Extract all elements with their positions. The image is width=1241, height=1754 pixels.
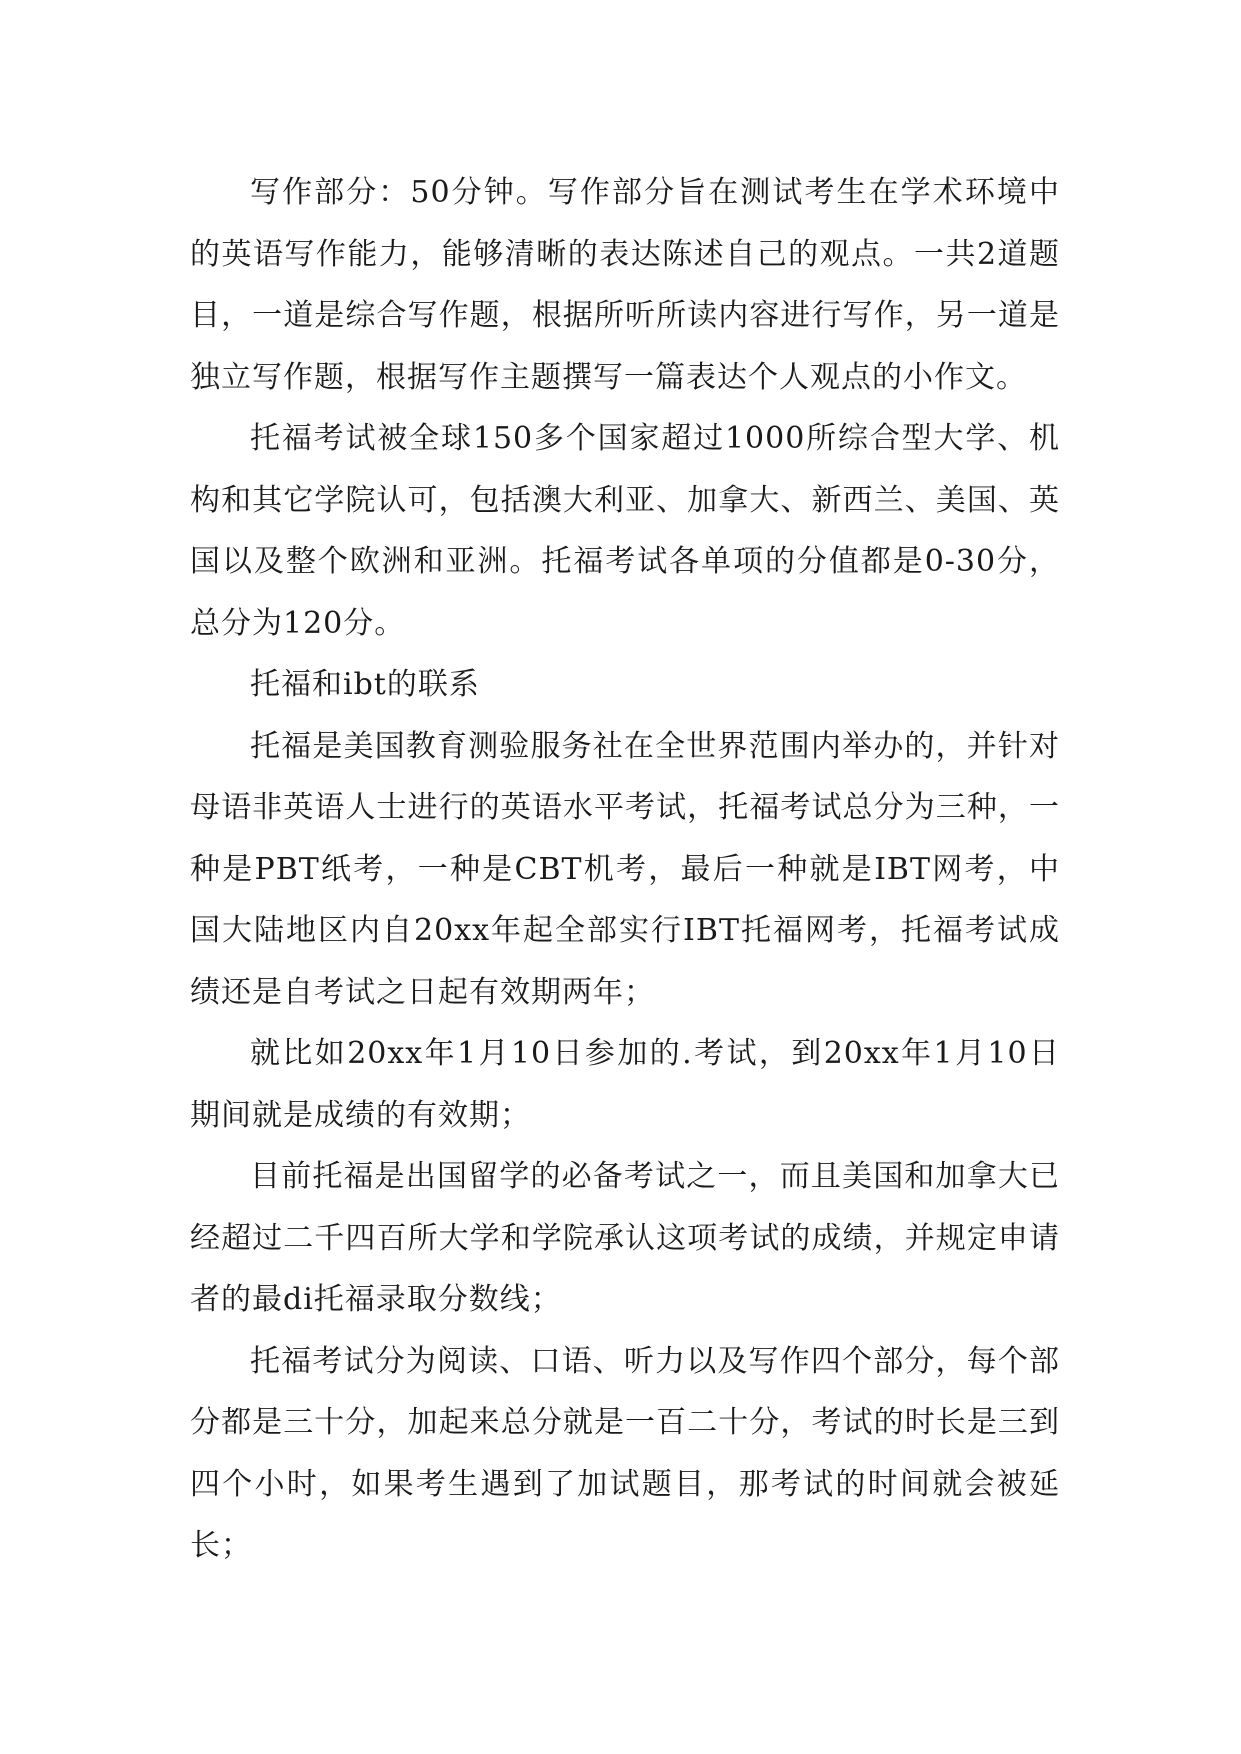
paragraph-recognition: 托福考试被全球150多个国家超过1000所综合型大学、机构和其它学院认可，包括澳大利亚、加拿大、新西兰、美国、英国以及整个欧洲和亚洲。托福考试各单项的分值都是0-30分，总分为120分。 <box>190 421 1060 641</box>
paragraph-toefl-types: 托福是美国教育测验服务社在全世界范围内举办的，并针对母语非英语人士进行的英语水平考试，托福考试总分为三种，一种是PBT纸考，一种是CBT机考，最后一种就是IBT网考，中国大陆地区内自20xx年起全部实行IBT托福网考，托福考试成绩还是自考试之日起有效期两年； <box>190 728 1060 1010</box>
paragraph-heading-toefl-ibt: 托福和ibt的联系 <box>250 667 480 702</box>
paragraph-sections-scores: 托福考试分为阅读、口语、听力以及写作四个部分，每个部分都是三十分，加起来总分就是一百二十分，考试的时长是三到四个小时，如果考生遇到了加试题目，那考试的时间就会被延长； <box>190 1343 1060 1563</box>
paragraph-study-abroad: 目前托福是出国留学的必备考试之一，而且美国和加拿大已经超过二千四百所大学和学院承认这项考试的成绩，并规定申请者的最di托福录取分数线； <box>190 1159 1060 1317</box>
paragraph-validity-example: 就比如20xx年1月10日参加的.考试，到20xx年1月10日期间就是成绩的有效期； <box>190 1036 1060 1133</box>
document-body <box>190 162 1060 1577</box>
paragraph-writing-section: 写作部分：50分钟。写作部分旨在测试考生在学术环境中的英语写作能力，能够清晰的表达陈述自己的观点。一共2道题目，一道是综合写作题，根据所听所读内容进行写作，另一道是独立写作题，根据写作主题撰写一篇表达个人观点的小作文。 <box>190 175 1060 395</box>
